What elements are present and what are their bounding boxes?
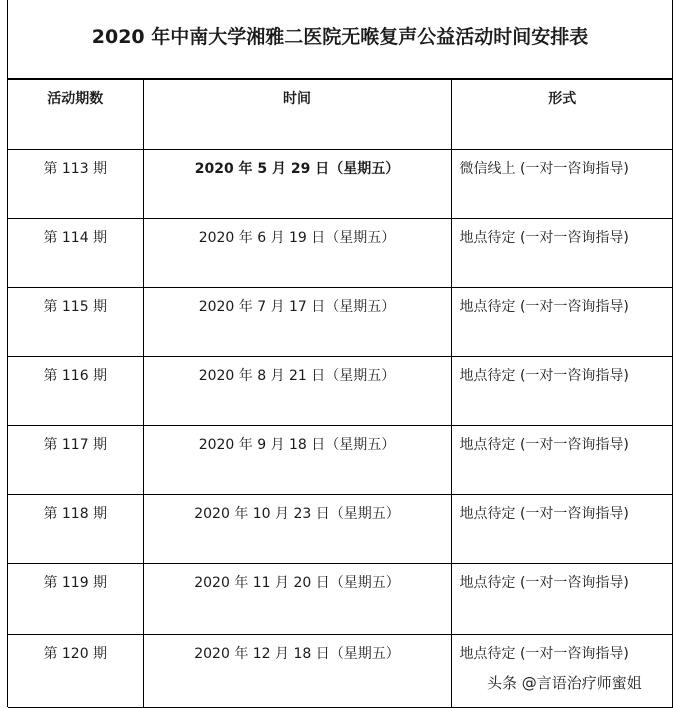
session-cell: 第 120 期 [8,635,143,708]
document-title: 2020 年中南大学湘雅二医院无喉复声公益活动时间安排表 [8,0,672,79]
date-cell: 2020 年 11 月 20 日（星期五） [143,564,451,635]
table-row [8,635,673,708]
table-row [8,150,673,219]
date-cell: 2020 年 9 月 18 日（星期五） [143,426,451,495]
session-cell: 第 116 期 [8,357,143,426]
format-cell: 地点待定 (一对一咨询指导) [451,495,673,564]
session-cell: 第 119 期 [8,564,143,635]
table-row [8,288,673,357]
format-cell: 地点待定 (一对一咨询指导) [451,288,673,357]
table-row [8,219,673,288]
table-row [8,426,673,495]
header-time: 时间 [143,80,451,150]
session-cell: 第 118 期 [8,495,143,564]
session-cell: 第 114 期 [8,219,143,288]
format-cell: 地点待定 (一对一咨询指导) [451,564,673,635]
session-cell: 第 113 期 [8,150,143,219]
table-header-row [8,80,673,150]
format-cell: 地点待定 (一对一咨询指导) [451,219,673,288]
watermark-text: 头条 @言语治疗师蜜姐 [487,674,642,692]
date-cell: 2020 年 7 月 17 日（星期五） [143,288,451,357]
format-cell: 地点待定 (一对一咨询指导) [451,357,673,426]
date-cell: 2020 年 10 月 23 日（星期五） [143,495,451,564]
date-cell: 2020 年 5 月 29 日（星期五） [143,150,451,219]
date-cell: 2020 年 6 月 19 日（星期五） [143,219,451,288]
format-cell: 微信线上 (一对一咨询指导) [451,150,673,219]
header-format: 形式 [451,80,673,150]
header-session: 活动期数 [8,80,143,150]
schedule-sheet [7,0,673,707]
table-row [8,495,673,564]
format-cell: 地点待定 (一对一咨询指导) [451,426,673,495]
session-cell: 第 115 期 [8,288,143,357]
session-cell: 第 117 期 [8,426,143,495]
table-row [8,564,673,635]
date-cell: 2020 年 8 月 21 日（星期五） [143,357,451,426]
table-row [8,357,673,426]
schedule-table [8,79,673,708]
format-cell: 地点待定 (一对一咨询指导) [451,635,673,708]
date-cell: 2020 年 12 月 18 日（星期五） [143,635,451,708]
